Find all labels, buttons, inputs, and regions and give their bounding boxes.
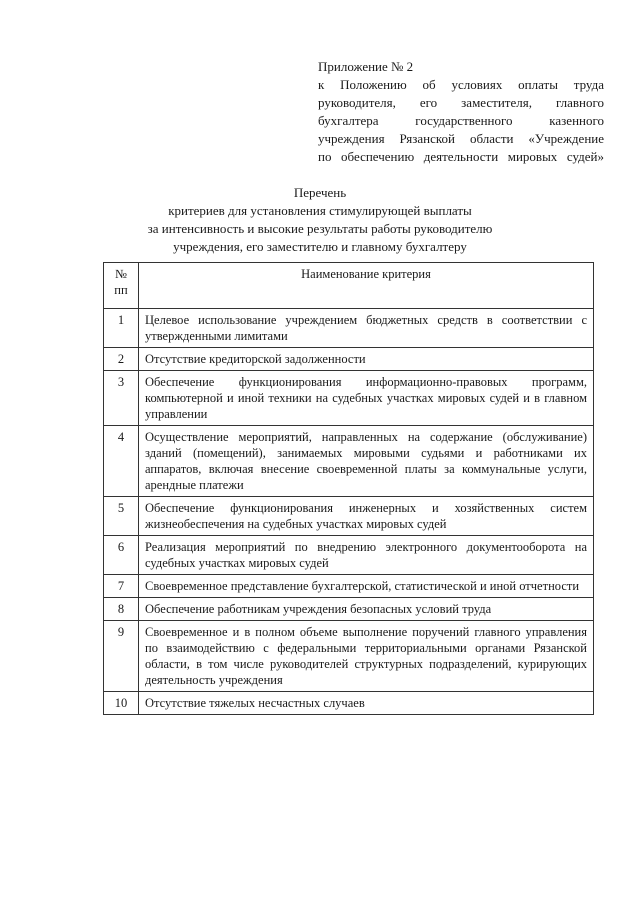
table-row	[104, 497, 594, 536]
row-criterion: Своевременное представление бухгалтерской, статистической и иной отчетности	[139, 575, 594, 598]
appendix-block	[318, 58, 604, 166]
document-heading	[120, 184, 520, 256]
row-criterion: Осуществление мероприятий, направленных на содержание (обслуживание) зданий (помещений), занимаемых мировыми судьями и работниками их аппаратов, включая внесение своевременной платы за коммунальные услуги, арендные платежи	[139, 426, 594, 497]
criteria-table	[103, 262, 594, 715]
heading-line: за интенсивность и высокие результаты работы руководителю	[147, 221, 493, 236]
row-number: 9	[104, 621, 139, 692]
table-row	[104, 536, 594, 575]
appendix-line: по обеспечению деятельности мировых судей»	[318, 149, 604, 164]
table-row	[104, 309, 594, 348]
table-row	[104, 621, 594, 692]
row-number: 4	[104, 426, 139, 497]
row-number: 1	[104, 309, 139, 348]
row-criterion: Обеспечение функционирования информационно-правовых программ, компьютерной и иной техники на судебных участках мировых судей и в главном управлении	[139, 371, 594, 426]
row-number: 2	[104, 348, 139, 371]
row-criterion: Своевременное и в полном объеме выполнение поручений главного управления по взаимодействию с федеральными территориальными органами Рязанской области, в том числе руководителей структурных подразделений, курирующих деятельность учреждения	[139, 621, 594, 692]
heading-title: Перечень	[293, 185, 347, 200]
row-criterion: Отсутствие тяжелых несчастных случаев	[139, 692, 594, 715]
row-number: 10	[104, 692, 139, 715]
row-number: 6	[104, 536, 139, 575]
table-row	[104, 348, 594, 371]
appendix-line: бухгалтера государственного казенного	[318, 113, 604, 128]
appendix-line: руководителя, его заместителя, главного	[318, 95, 604, 110]
table-header-row	[104, 263, 594, 309]
table-row	[104, 575, 594, 598]
appendix-title: Приложение № 2	[318, 59, 414, 74]
row-number: 8	[104, 598, 139, 621]
table-row	[104, 692, 594, 715]
header-criterion: Наименование критерия	[139, 263, 594, 309]
row-criterion: Реализация мероприятий по внедрению электронного документооборота на судебных участках мировых судей	[139, 536, 594, 575]
row-criterion: Отсутствие кредиторской задолженности	[139, 348, 594, 371]
appendix-line: к Положению об условиях оплаты труда	[318, 77, 604, 92]
table-row	[104, 598, 594, 621]
heading-line: критериев для установления стимулирующей выплаты	[168, 203, 472, 218]
row-number: 5	[104, 497, 139, 536]
row-number: 3	[104, 371, 139, 426]
header-number: № пп	[104, 263, 139, 309]
table-row	[104, 426, 594, 497]
row-criterion: Целевое использование учреждением бюджетных средств в соответствии с утвержденными лимитами	[139, 309, 594, 348]
row-number: 7	[104, 575, 139, 598]
row-criterion: Обеспечение работникам учреждения безопасных условий труда	[139, 598, 594, 621]
appendix-line: учреждения Рязанской области «Учреждение	[318, 131, 604, 146]
table-row	[104, 371, 594, 426]
row-criterion: Обеспечение функционирования инженерных и хозяйственных систем жизнеобеспечения на судебных участках мировых судей	[139, 497, 594, 536]
heading-line: учреждения, его заместителю и главному бухгалтеру	[173, 239, 467, 254]
